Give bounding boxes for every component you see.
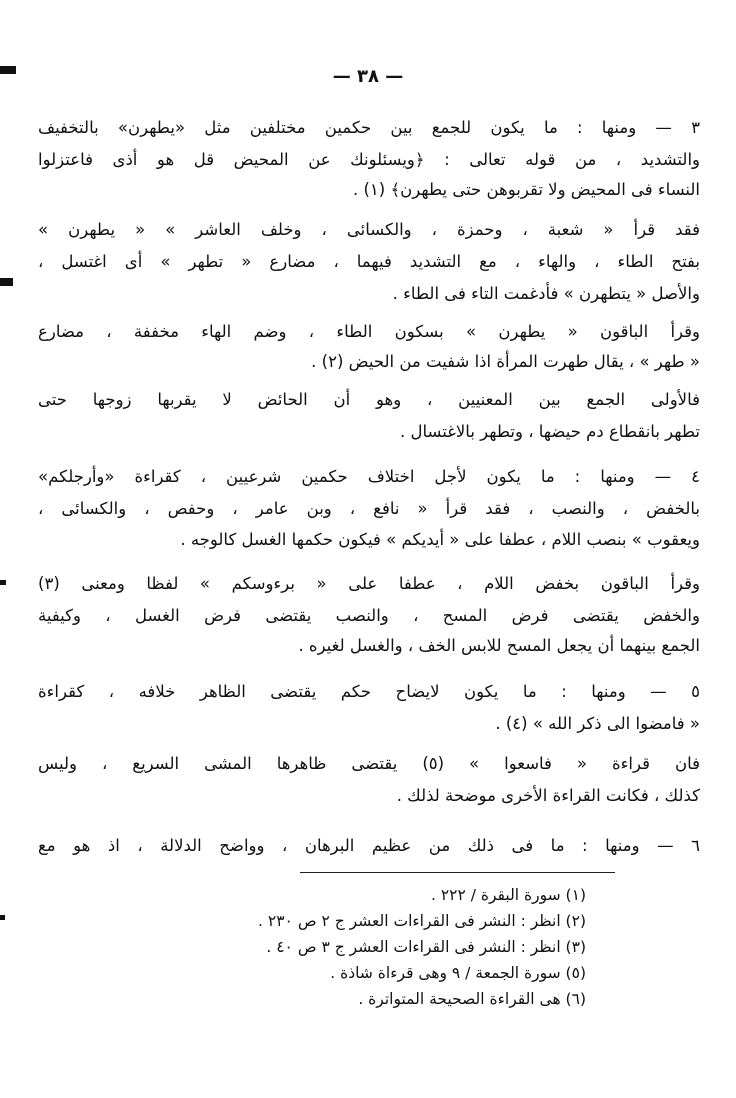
body-line: كذلك ، فكانت القراءة الأخرى موضحة لذلك . [396,786,700,805]
footnote-separator [300,872,615,873]
body-line: تطهر بانقطاع دم حيضها ، وتطهر بالاغتسال . [400,422,700,441]
body-line: وقرأ الباقون « يطهرن » بسكون الطاء ، وضم الهاء مخففة ، مضارع [38,322,700,341]
body-line: فالأولى الجمع بين المعنيين ، وهو أن الحائض لا يقربها زوجها حتى [38,390,700,409]
page-number: — ٣٨ — [332,66,404,87]
body-line: النساء فى المحيض ولا تقربوهن حتى يطهرن﴾ (١) . [352,180,700,199]
body-line: ٦ — ومنها : ما فى ذلك من عظيم البرهان ، وواضح الدلالة ، اذ هو مع [38,836,700,855]
footnote: (١) سورة البقرة / ٢٢٢ . [430,886,586,904]
scan-edge-mark-lower [0,580,6,585]
body-line: وقرأ الباقون بخفض اللام ، عطفا على « برءوسكم » لفظا ومعنى (٣) [38,574,700,593]
footnote: (٥) سورة الجمعة / ٩ وهى قرءاة شاذة . [330,964,586,982]
body-line: بالخفض ، والنصب ، فقد قرأ « نافع ، وبن عامر ، وحفص ، والكسائى ، [38,499,700,518]
footnote: (٦) هى القراءة الصحيحة المتواترة . [358,990,586,1008]
body-line: « فامضوا الى ذكر الله » (٤) . [495,714,700,733]
body-line: الجمع بينهما أن يجعل المسح للابس الخف ، والغسل لغيره . [298,636,700,655]
body-line: فقد قرأ « شعبة ، وحمزة ، والكسائى ، وخلف العاشر » « يطهرن » [38,220,700,239]
body-line: بفتح الطاء ، والهاء ، مع التشديد فيهما ، مضارع « تطهر » أى اغتسل ، [38,252,700,271]
scan-edge-mark-bottom [0,915,5,920]
footnote: (٣) انظر : النشر فى القراءات العشر ج ٣ ص ٤٠ . [266,938,586,956]
body-line: ويعقوب » بنصب اللام ، عطفا على « أيديكم » فيكون حكمها الغسل كالوجه . [180,530,700,549]
body-line: والأصل « يتطهرن » فأدغمت التاء فى الطاء . [392,284,700,303]
body-line: ٥ — ومنها : ما يكون لايضاح حكم يقتضى الظاهر خلافه ، كقراءة [38,682,700,701]
body-line: ٣ — ومنها : ما يكون للجمع بين حكمين مختلفين مثل «يطهرن» بالتخفيف [38,118,700,137]
body-line: والتشديد ، من قوله تعالى : ﴿ويسئلونك عن المحيض قل هو أذى فاعتزلوا [38,150,700,169]
body-line: ٤ — ومنها : ما يكون لأجل اختلاف حكمين شرعيين ، كقراءة «وأرجلكم» [38,467,700,486]
body-line: فان قراءة « فاسعوا » (٥) يقتضى ظاهرها المشى السريع ، وليس [38,754,700,773]
footnote: (٢) انظر : النشر فى القراءات العشر ج ٢ ص ٢٣٠ . [258,912,586,930]
body-line: والخفض يقتضى فرض المسح ، والنصب يقتضى فرض الغسل ، وكيفية [38,606,700,625]
scan-edge-mark-middle [0,278,13,286]
body-line: « طهر » ، يقال طهرت المرأة اذا شفيت من الحيض (٢) . [311,352,700,371]
